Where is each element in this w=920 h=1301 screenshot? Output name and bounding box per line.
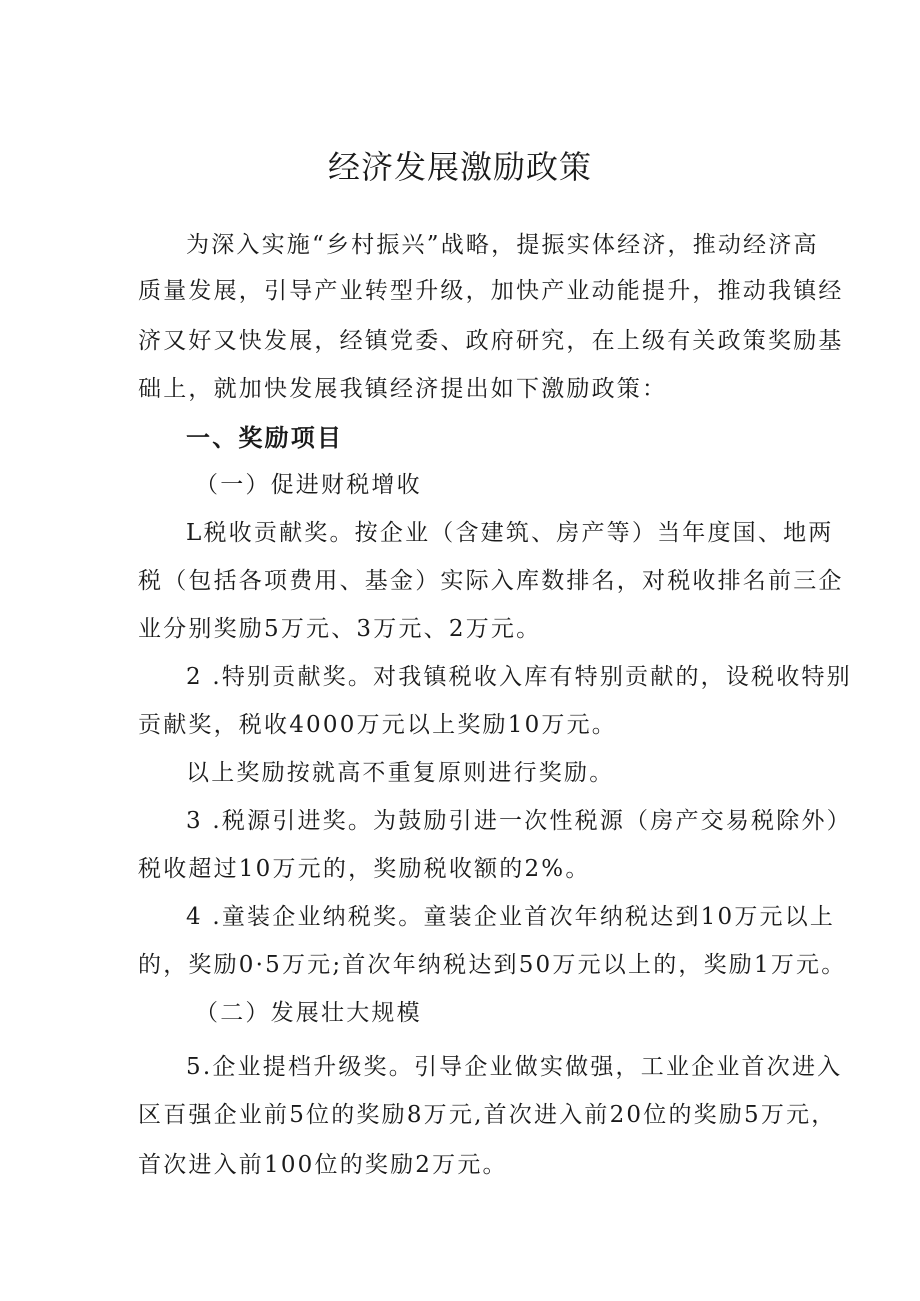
body-line: 5.企业提档升级奖。引导企业做实做强，工业企业首次进入 (186, 1054, 843, 1080)
subsection-heading: （二）发展壮大规模 (195, 1000, 422, 1026)
body-line: 税（包括各项费用、基金）实际入库数排名，对税收排名前三企 (138, 568, 844, 594)
body-line: 2 .特别贡献奖。对我镇税收入库有特别贡献的，设税收特别 (186, 664, 852, 690)
body-line: 首次进入前100位的奖励2万元。 (138, 1152, 508, 1178)
body-line: 为深入实施“乡村振兴”战略，提振实体经济，推动经济高 (186, 232, 819, 258)
document-title: 经济发展激励政策 (327, 148, 592, 186)
body-line: 济又好又快发展，经镇党委、政府研究，在上级有关政策奖励基 (138, 328, 844, 354)
body-line: 础上，就加快发展我镇经济提出如下激励政策： (138, 376, 668, 402)
body-line: 以上奖励按就高不重复原则进行奖励。 (186, 760, 615, 786)
body-line: 质量发展，引导产业转型升级，加快产业动能提升，推动我镇经 (138, 278, 844, 304)
body-line: 区百强企业前5位的奖励8万元,首次进入前20位的奖励5万元， (138, 1102, 837, 1128)
section-heading: 一、奖励项目 (186, 423, 344, 452)
body-line: 4 .童装企业纳税奖。童装企业首次年纳税达到10万元以上 (186, 904, 836, 930)
body-line: 贡献奖，税收4000万元以上奖励10万元。 (138, 712, 617, 738)
body-line: 的，奖励0·5万元;首次年纳税达到50万元以上的，奖励1万元。 (138, 952, 847, 978)
body-line: 业分别奖励5万元、3万元、2万元。 (138, 616, 542, 642)
body-line: 税收超过10万元的，奖励税收额的2%。 (138, 856, 591, 882)
subsection-heading: （一）促进财税增收 (195, 472, 422, 498)
body-line: 3 .税源引进奖。为鼓励引进一次性税源（房产交易税除外） (186, 808, 852, 834)
body-line: L税收贡献奖。按企业（含建筑、房产等）当年度国、地两 (186, 520, 834, 546)
